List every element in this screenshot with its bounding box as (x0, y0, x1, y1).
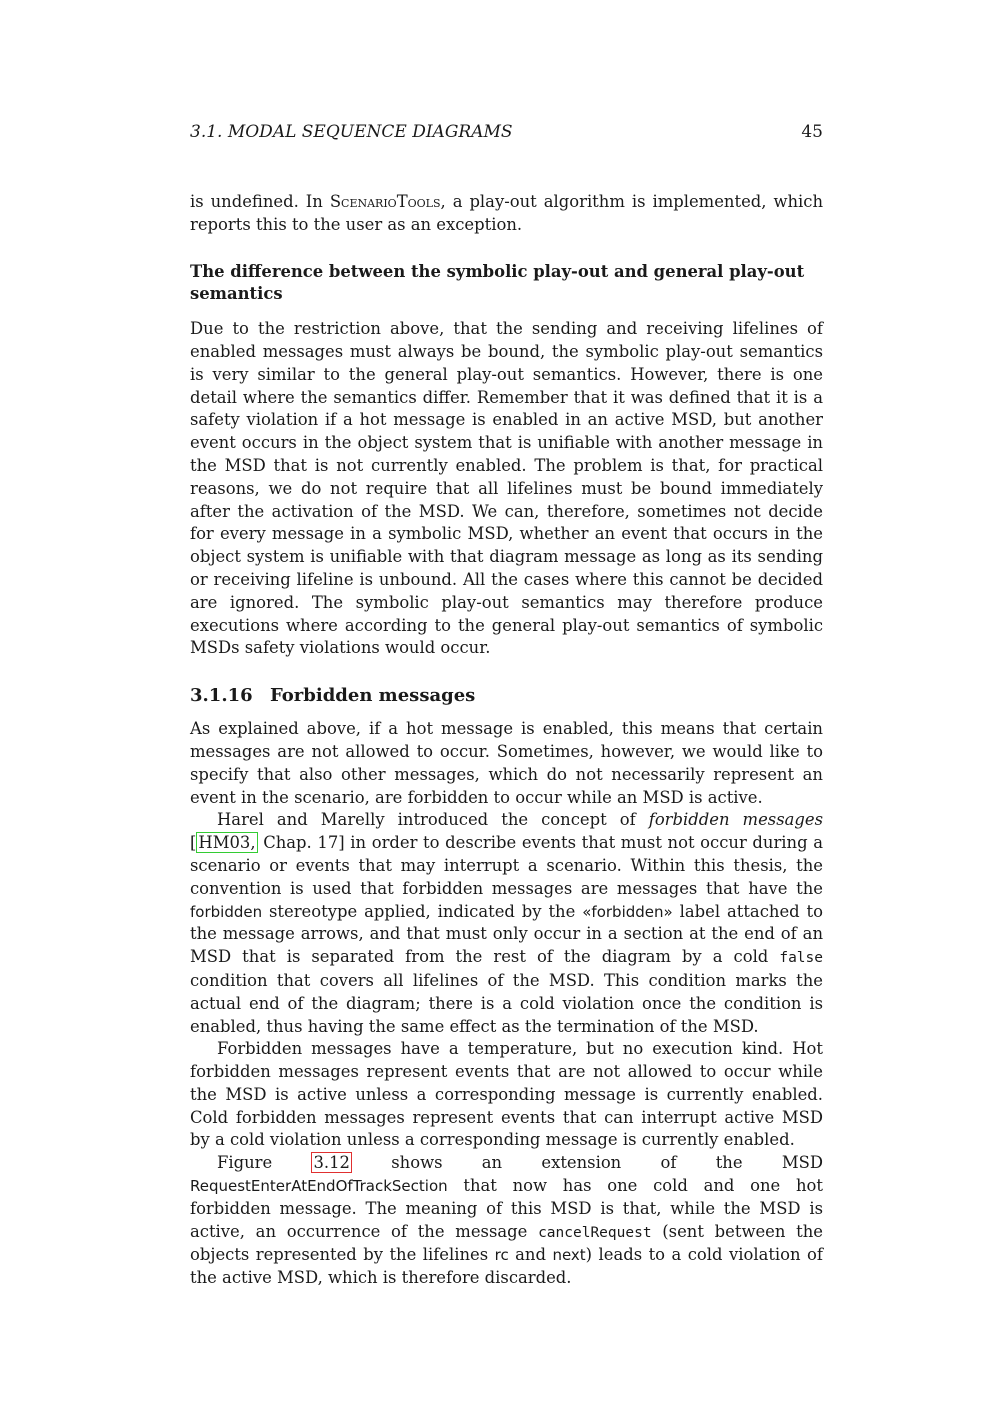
code-false: false (779, 950, 823, 967)
text-run: condition that covers all lifelines of the MSD. This condition marks the actual end of the diagram; there is a cold violation once the condition is enabled, thus having the same effect as the termination of the MSD. (190, 970, 823, 1036)
running-header-title: 3.1. MODAL SEQUENCE DIAGRAMS (190, 122, 513, 142)
text-run: that now has one cold and one hot forbidden message. The meaning of this MSD is that, while the MSD is active, an occurrence of the message (190, 1176, 823, 1241)
page-body (190, 191, 823, 1290)
msd-name: RequestEnterAtEndOfTrackSection (190, 1177, 448, 1196)
text-run: stereotype applied, indicated by the (262, 901, 583, 921)
paragraph-symbolic-playout: Due to the restriction above, that the sending and receiving lifelines of enabled messages must always be bound, the symbolic play-out semantics is very similar to the general play-out semantics. However, there is one detail where the semantics differ. Remember that it was defined that it is a safety violation if a hot message is enabled in an active MSD, but another event occurs in the object system that is unifiable with another message in the MSD that is not currently enabled. The problem is that, for practical reasons, we do not require that all lifelines must be bound immediately after the activation of the MSD. We can, therefore, sometimes not decide for every message in a symbolic MSD, whether an event that occurs in the object system is unifiable with that diagram message as long as its sending or receiving lifeline is unbound. All the cases where this cannot be decided are ignored. The symbolic play-out semantics may therefore produce executions where according to the general play-out semantics of symbolic MSDs safety violations would occur. (190, 319, 823, 658)
text-run: , a play-out algorithm is implemented, which reports this to the user as an exception. (190, 192, 824, 234)
text-run: (sent between the objects represented by the lifelines (190, 1221, 824, 1265)
section-heading (190, 684, 823, 708)
lifeline-rc: rc (494, 1246, 509, 1265)
text-run: is undefined. In (190, 192, 330, 211)
running-header (190, 121, 823, 143)
text-run: Figure (217, 1153, 312, 1173)
text-run: ) leads to a cold violation of the active MSD, which is therefore discarded. (190, 1245, 823, 1288)
paragraph-continuation (190, 191, 823, 237)
section-number: 3.1.16 (190, 685, 253, 707)
section-title: Forbidden messages (270, 685, 476, 707)
text-run: [ (190, 833, 197, 853)
text-run: Harel and Marelly introduced the concept of (217, 810, 649, 830)
text-run: Chap. 17] in order to describe events that must not occur during a scenario or events that may interrupt a scenario. Within this thesis, the convention is used that forbidden messages are messages that have the (190, 833, 823, 898)
lifeline-next: next (552, 1246, 586, 1265)
paragraph-heading: The difference between the symbolic play-out and general play-out semantics (190, 261, 805, 304)
tool-name: ScenarioTools (329, 192, 441, 211)
paragraph-figure-ref (190, 1152, 823, 1290)
figure-link[interactable]: 3.12 (313, 1153, 350, 1173)
text-run: label attached to the message arrows, and that must only occur in a section at the end of an MSD that is separated from the rest of the diagram by a cold (190, 901, 824, 967)
stereotype-label: «forbidden» (582, 902, 673, 921)
emphasis: forbidden messages (648, 810, 823, 830)
text-run: shows an extension of the MSD (351, 1153, 823, 1173)
paragraph-forbidden-intro: As explained above, if a hot message is enabled, this means that certain messages are not allowed to occur. Sometimes, however, we would like to specify that also other messages, which do not necessarily represent an event in the scenario, are forbidden to occur while an MSD is active. (190, 719, 823, 807)
code-cancel-request: cancelRequest (538, 1224, 652, 1241)
paragraph-harel-marelly (190, 809, 823, 1038)
paragraph-temperature: Forbidden messages have a temperature, but no execution kind. Hot forbidden messages represent events that are not allowed to occur while the MSD is active unless a corresponding message is currently enabled. Cold forbidden messages represent events that can interrupt active MSD by a cold violation unless a corresponding message is currently enabled. (190, 1039, 823, 1150)
text-run: and (508, 1245, 553, 1265)
page-number: 45 (801, 122, 823, 142)
stereotype-name: forbidden (190, 902, 263, 921)
citation-link[interactable]: HM03, (198, 833, 256, 853)
